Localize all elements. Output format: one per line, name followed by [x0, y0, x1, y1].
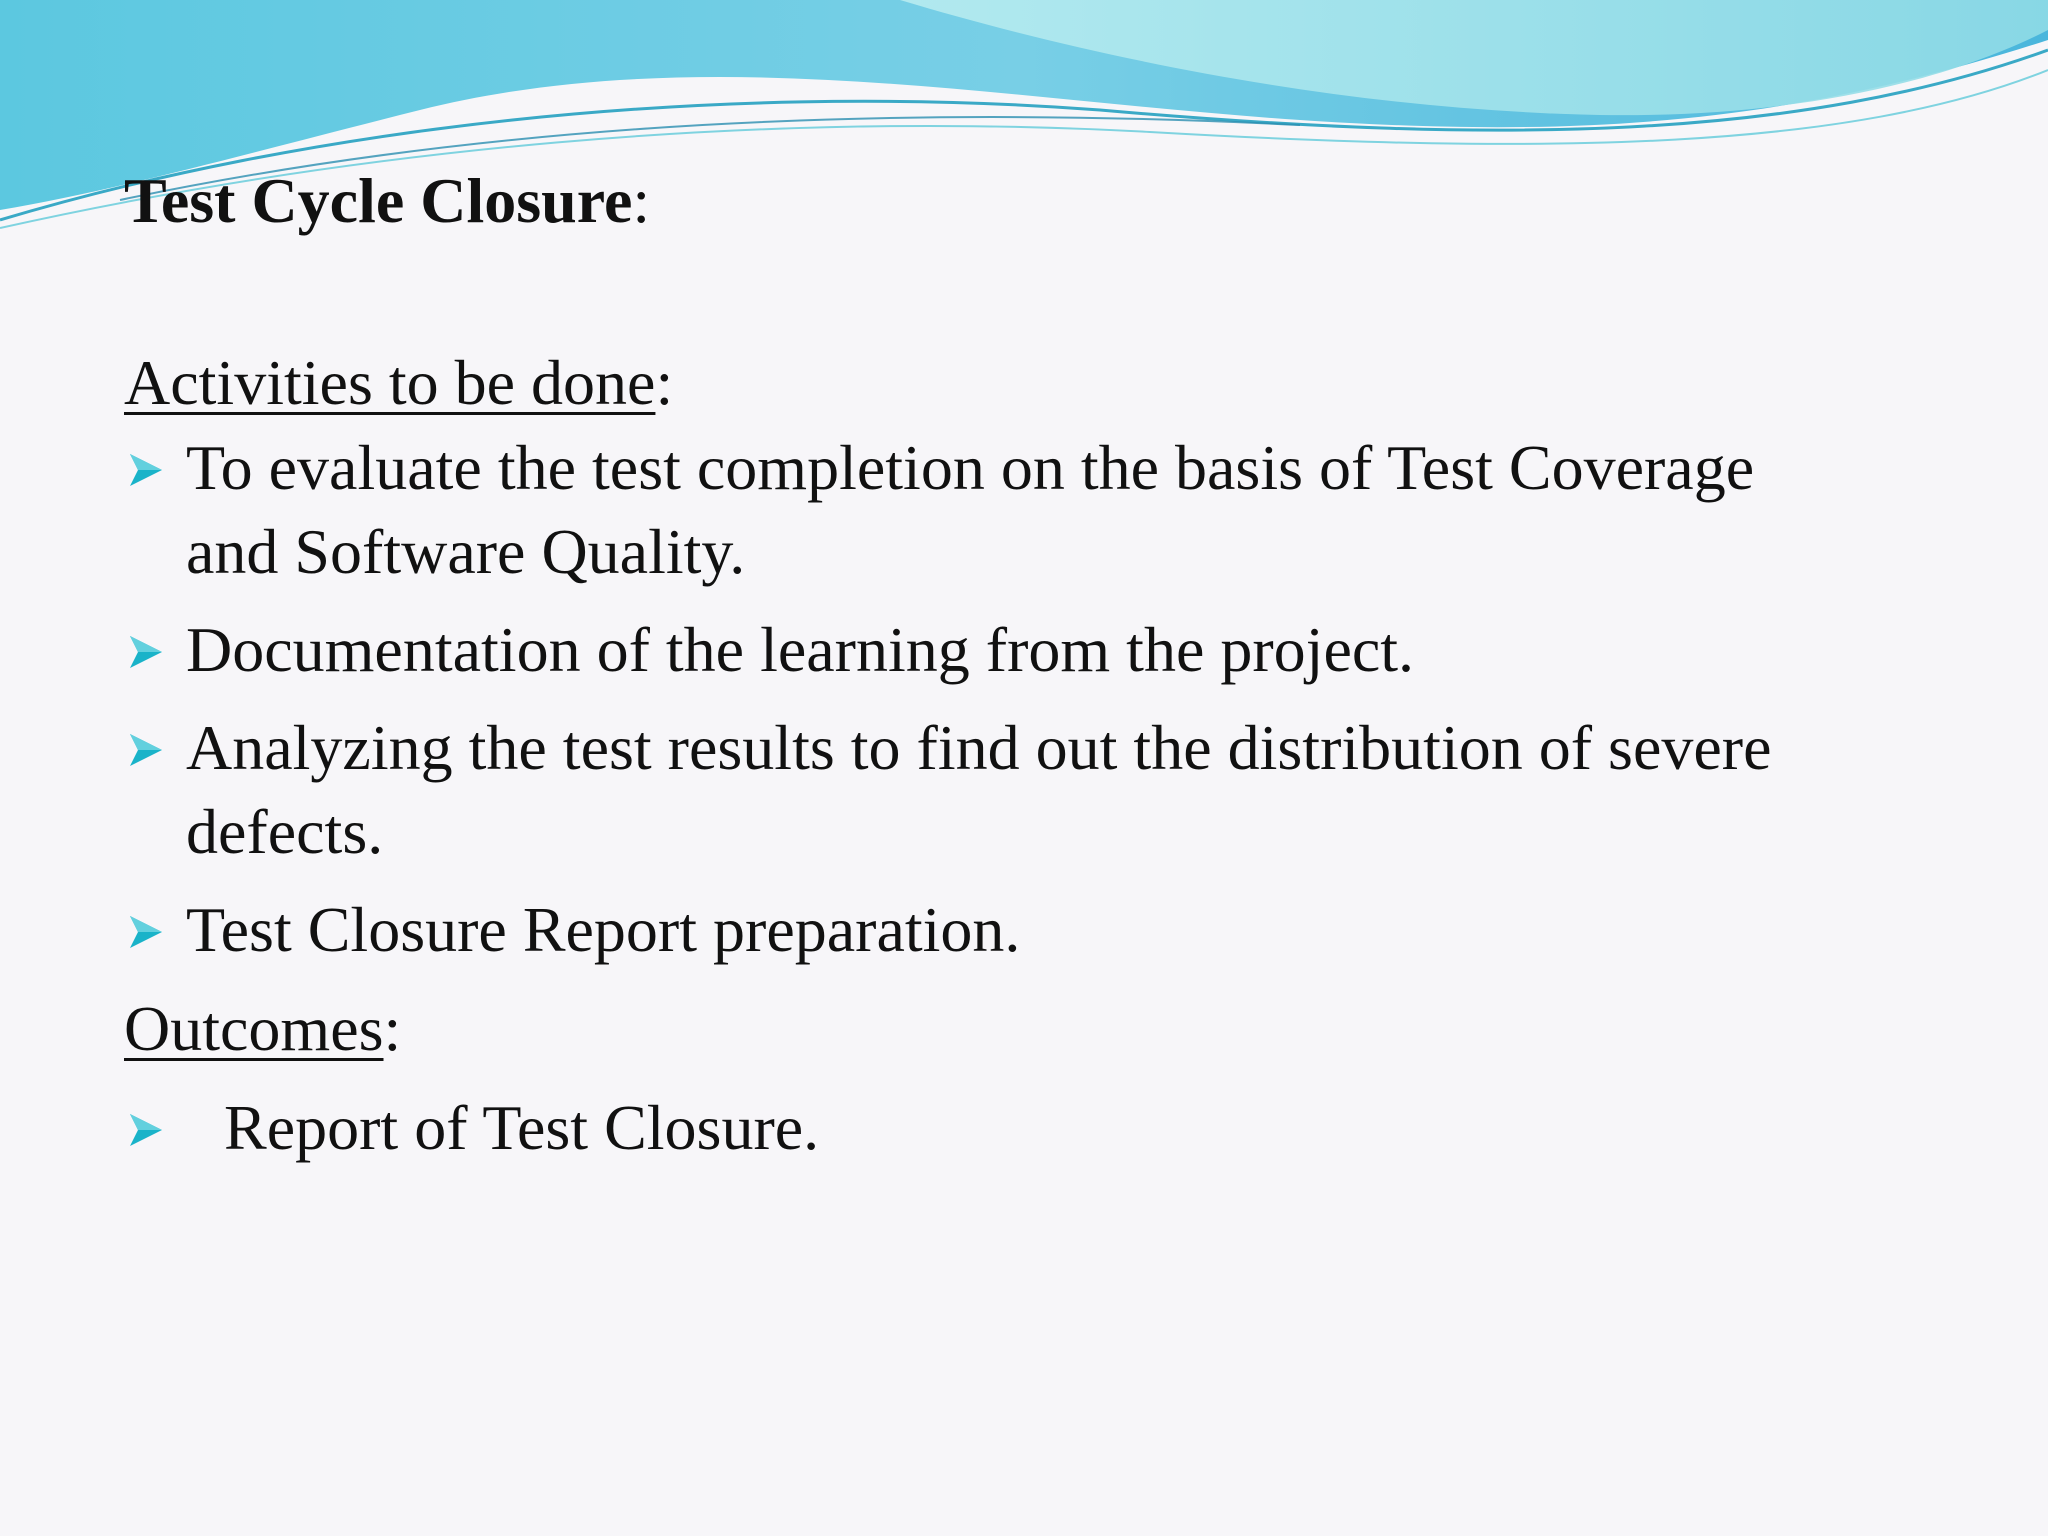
list-item: Report of Test Closure.: [124, 1086, 1944, 1170]
arrowhead-bullet-icon: [126, 912, 166, 952]
slide-title: Test Cycle Closure:: [124, 165, 651, 236]
activities-heading: Activities to be done:: [124, 347, 674, 418]
slide-content: [124, 158, 1944, 1170]
outcomes-list: [124, 1086, 1944, 1170]
list-item: Documentation of the learning from the project.: [124, 608, 1944, 692]
list-item: Analyzing the test results to find out the distribution of severe defects.: [124, 706, 1944, 874]
arrowhead-bullet-icon: [126, 730, 166, 770]
outcomes-heading: Outcomes:: [124, 993, 402, 1064]
arrowhead-bullet-icon: [126, 632, 166, 672]
arrowhead-bullet-icon: [126, 450, 166, 490]
list-item: To evaluate the test completion on the basis of Test Coverage and Software Quality.: [124, 426, 1944, 594]
activities-list: [124, 426, 1944, 972]
arrowhead-bullet-icon: [126, 1110, 166, 1150]
list-item: Test Closure Report preparation.: [124, 888, 1944, 972]
